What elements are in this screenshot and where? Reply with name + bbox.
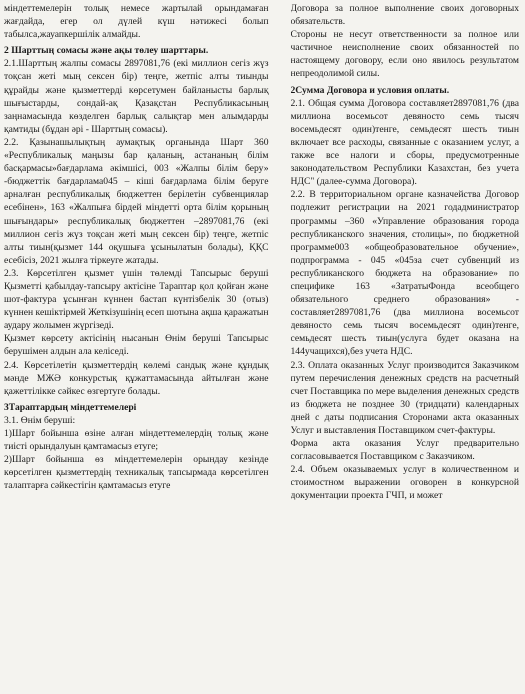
- paragraph: міндеттемелерін толық немесе жартылай орындамаған жағдайда, егер ол дүлей күш нәтижесі болып табылса,жауапкершілік алмайды.: [4, 3, 269, 41]
- paragraph: 2.2. Қазынашылықтың аумақтық органында Шарт 360 «Республикалық маңызы бар қаланың, астананың білім басқармасы»бағдарлама әкімшісі, 003 «Жалпы білім беру» -бюджеттік бағдарлама045 – кіші бағдарлама білім беруге арналған республикалық бюджеттен берілетін субвенциялар есебінен», 163 «Жалпыға бірдей міндетті орта білім қорының шығындары» республикалық бюджеттен –2897081,76 (екі миллион сегіз жүз тоқсан жеті мың сексен бір) теңге, жетпіс алты тиын(қызмет 144 оқушыға ұсынылатын болады), ҚҚС есебісіз, 2021 жылға тіркеуге жатады.: [4, 136, 269, 266]
- paragraph: Қызмет көрсету актісінің нысанын Өнім беруші Тапсырыс берушімен алдын ала келіседі.: [4, 333, 269, 358]
- paragraph: 1)Шарт бойынша өзіне алған міндеттемелердің толық және тиісті орындалуын қамтамасыз етуге;: [4, 428, 269, 453]
- paragraph: Форма акта оказания Услуг предварительно согласовывается Поставщиком с Заказчиком.: [290, 438, 519, 463]
- kazakh-text-column: [4, 2, 269, 694]
- section-heading: 3Тараптардың міндеттемелері: [4, 401, 137, 413]
- paragraph: 3.1. Өнім беруші:: [4, 414, 76, 426]
- paragraph: Стороны не несут ответственности за полное или частичное неисполнение своих обязанностей по настоящему договору, если оно явилось результатом непреодолимой силы.: [290, 29, 519, 80]
- paragraph: 2)Шарт бойынша өз міндеттемелерін орындау кезінде көрсетілген қызметтердің техникалық тапсырмада көрсетілген талаптарға сәйкестігін қамтамасыз етуге: [4, 454, 269, 492]
- paragraph: 2.2. В территориальном органе казначейства Договор подлежит регистрации на 2021 годадминистратор программы –360 «Управление образования города республиканского значения, столицы», по бюджетной программе003 «общеобразовательное обучение», подпрограмма - 045 «045за счет субвенций из республиканского бюджета на образование» по специфике 163 «ЗатратыФонда всеобщего обязательного среднего образования» - составляет2897081,76 (два миллиона восемьсот девяносто семь тысяч восемьдесят один)тенге, семьдесят шесть тиын(услуга будет оказана на 144учащихся),без учета НДС.: [290, 189, 519, 358]
- paragraph: Договора за полное выполнение своих договорных обязательств.: [290, 3, 519, 28]
- section-heading: 2Сумма Договора и условия оплаты.: [290, 84, 450, 96]
- section-heading: 2 Шарттың сомасы және ақы төлеу шарттары.: [4, 45, 209, 57]
- paragraph: 2.4. Объем оказываемых услуг в количественном и стоимостном выражении оговорен в конкурсной документации проекта ГЧП, и может: [290, 464, 519, 502]
- paragraph: 2.1.Шарттың жалпы сомасы 2897081,76 (екі миллион сегіз жүз тоқсан жеті мың сексен бір) теңге, жетпіс алты тиынды құрайды және қызметтерді көрсетумен байланысты барлық шығыстарды, сондай-ақ Қазақстан Республикасының заңнамасында көзделген барлық салықтар мен алымдарды қамтиды (бұдан әрі - Шарттың сомасы).: [4, 58, 269, 135]
- paragraph: 2.3. Көрсетілген қызмет үшін төлемді Тапсырыс беруші Қызметті қабылдау-тапсыру актісіне Тараптар қол қойған және шот-фактура ұсынған күннен бастап күнтізбелік 30 (отыз) күннен кешіктірмей Жеткізушінің есеп шотына ақша қаражатын аудару жолымен жүргізеді.: [4, 267, 269, 332]
- paragraph: 2.3. Оплата оказанных Услуг производится Заказчиком путем перечисления денежных средств на расчетный счет Поставщика по мере выделения денежных средств из бюджета не позднее 30 (тридцати) календарных дней с даты подписания Сторонами акта оказанных Услуг и выставления Поставщиком счет-фактуры.: [290, 359, 519, 436]
- russian-text-column: [291, 2, 520, 694]
- paragraph: 2.1. Общая сумма Договора составляет2897081,76 (два миллиона восемьсот девяносто семь тысяч восемьдесят один)тенге, семьдесят шесть тиын включает все расходы, связанные с оказанием услуг, а также все налоги и сборы, предусмотренные законодательством Республики Казахстан, без учета НДС" (далее-сумма Договора).: [290, 97, 519, 188]
- paragraph: 2.4. Көрсетілетін қызметтердің көлемі сандық және құндық мәнде МЖӘ конкурстық құжаттамасында айтылған және қажеттілікке сәйкес өзгертуге болады.: [4, 359, 269, 397]
